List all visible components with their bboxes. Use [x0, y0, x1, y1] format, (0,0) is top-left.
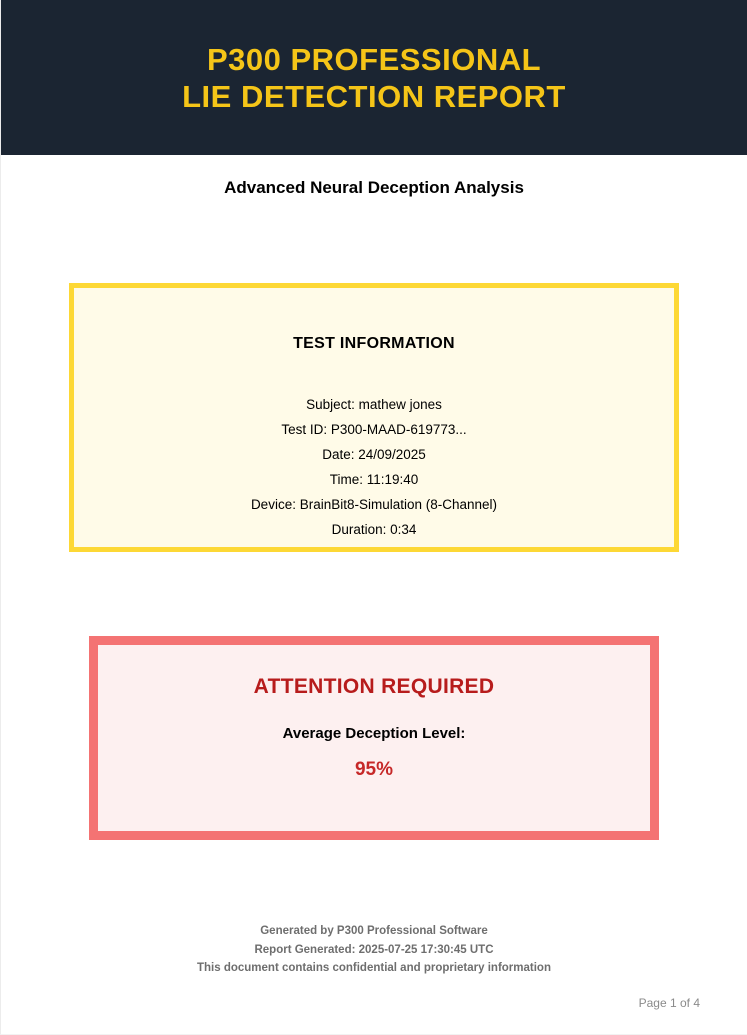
- deception-level-label: Average Deception Level:: [282, 725, 466, 742]
- test-info-subject: Subject: mathew jones: [306, 397, 442, 412]
- test-info-time: Time: 11:19:40: [329, 472, 419, 487]
- test-info-device: Device: BrainBit8-Simulation (8-Channel): [250, 497, 498, 512]
- test-info-test-id: Test ID: P300-MAAD-619773...: [281, 422, 467, 437]
- test-information-box: [69, 283, 679, 552]
- footer-confidentiality-notice: This document contains confidential and proprietary information: [197, 962, 551, 974]
- page-number-label: Page 1 of 4: [638, 996, 700, 1010]
- report-title-line-1: P300 PROFESSIONAL: [206, 41, 542, 77]
- report-header-banner: [1, 0, 747, 155]
- report-title-line-2: LIE DETECTION REPORT: [182, 78, 566, 114]
- report-footer: [1, 922, 747, 978]
- footer-report-generated-timestamp: Report Generated: 2025-07-25 17:30:45 UTC: [254, 943, 494, 956]
- attention-required-title: ATTENTION REQUIRED: [253, 675, 495, 698]
- test-information-details: [74, 392, 674, 542]
- test-information-title: TEST INFORMATION: [293, 335, 455, 352]
- test-info-date: Date: 24/09/2025: [322, 447, 426, 462]
- attention-required-box: [89, 636, 659, 840]
- footer-generated-by: Generated by P300 Professional Software: [260, 925, 488, 937]
- deception-level-value: 95%: [354, 759, 394, 780]
- test-info-duration: Duration: 0:34: [331, 522, 417, 537]
- report-subtitle: Advanced Neural Deception Analysis: [224, 178, 524, 197]
